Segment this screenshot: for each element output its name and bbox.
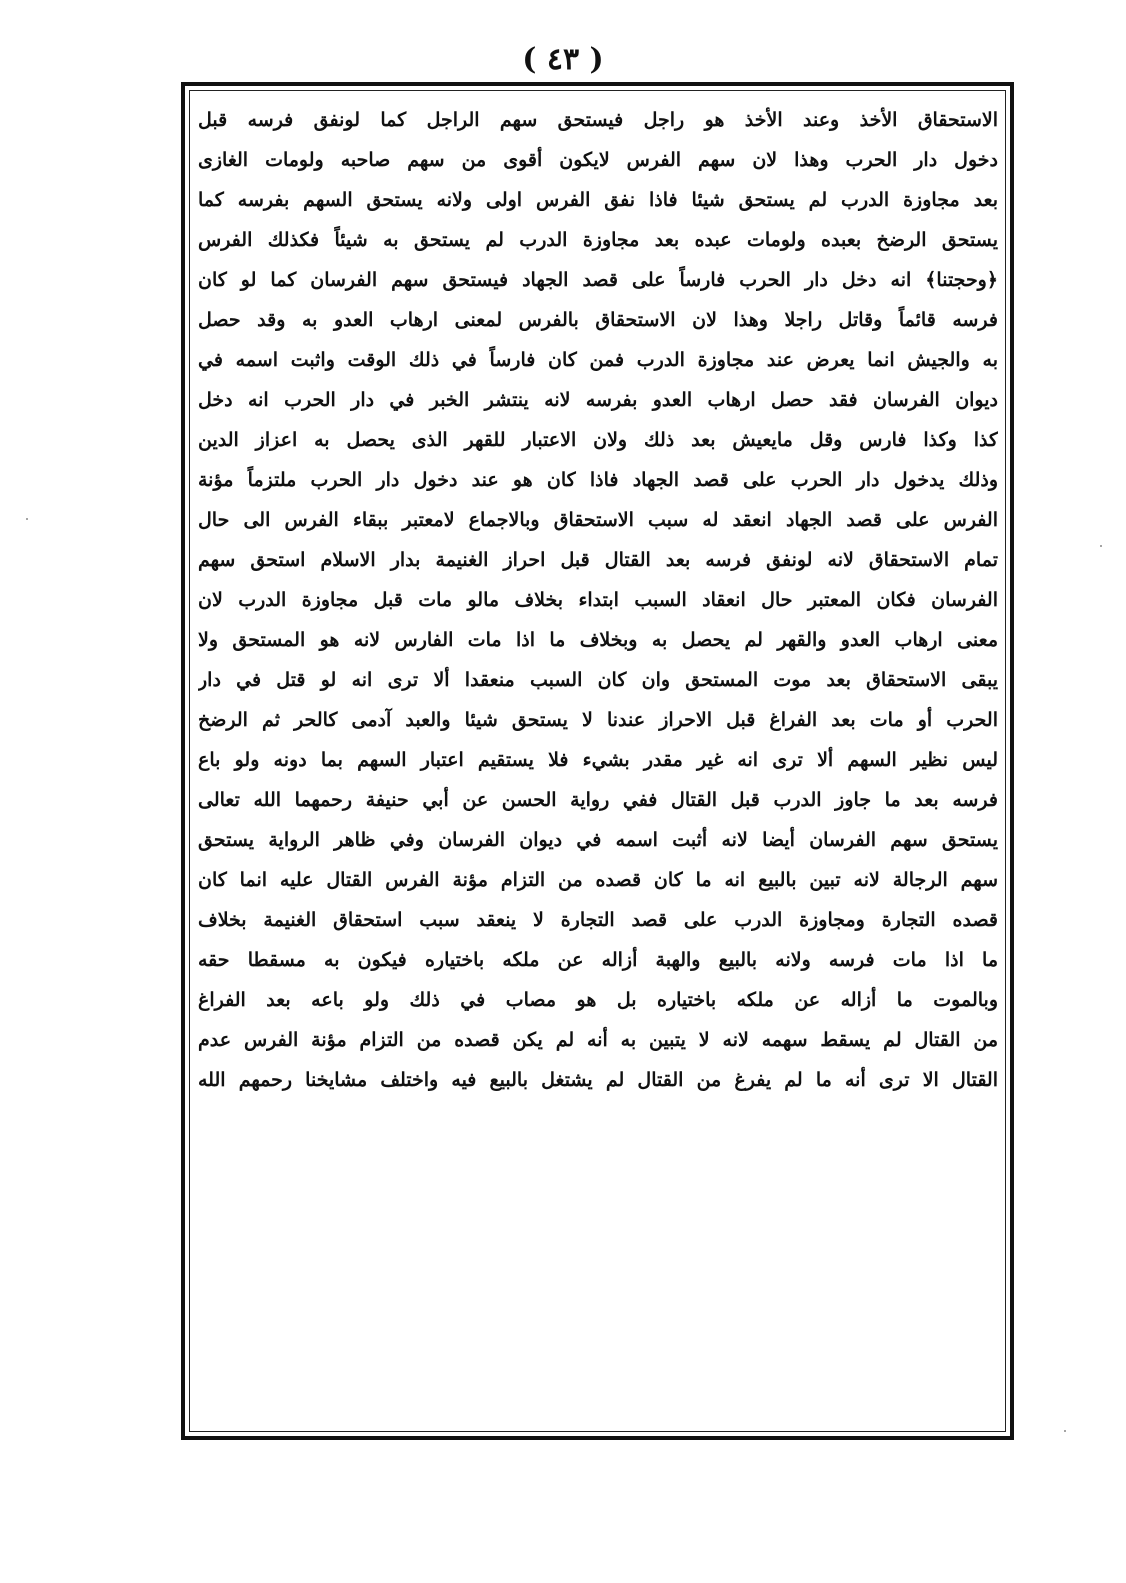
scan-speck [26,518,28,520]
text-line: قصده التجارة ومجاوزة الدرب على قصد التجارة لا ينعقد سبب استحقاق الغنيمة بخلاف [198,909,998,931]
text-line: يستحق الرضخ بعبده ولومات عبده بعد مجاوزة الدرب لم يستحق به شيئاً فكذلك الفرس [198,229,998,251]
text-line: الفرس على قصد الجهاد انعقد له سبب الاستحقاق وبالاجماع لامعتبر ببقاء الفرس الى حال [198,509,998,531]
text-line: ﴿وحجتنا﴾ انه دخل دار الحرب فارساً على قصد الجهاد فيستحق سهم الفرسان كما لو كان [198,269,998,291]
text-line: دخول دار الحرب وهذا لان سهم الفرس لايكون أقوى من سهم صاحبه ولومات الغازى [198,149,998,171]
text-line: من القتال لم يسقط سهمه لانه لا يتبين به أنه لم يكن قصده من التزام مؤنة الفرس عدم [198,1029,998,1051]
text-line: وذلك يدخول دار الحرب على قصد الجهاد فاذا كان هو عند دخول دار الحرب ملتزماً مؤنة [198,469,998,491]
text-line: به والجيش انما يعرض عند مجاوزة الدرب فمن كان فارساً في ذلك الوقت واثبت اسمه في [198,349,998,371]
text-line: ليس نظير السهم ألا ترى انه غير مقدر بشيء فلا يستقيم اعتبار السهم بما دونه ولو باع [198,749,998,771]
scan-speck [1064,1430,1066,1432]
text-line: يبقى الاستحقاق بعد موت المستحق وان كان السبب منعقدا ألا ترى انه لو قتل في دار [198,669,998,691]
text-line: كذا وكذا فارس وقل مايعيش بعد ذلك ولان الاعتبار للقهر الذى يحصل به اعزاز الدين [198,429,998,451]
text-line: فرسه قائماً وقاتل راجلا وهذا لان الاستحقاق بالفرس لمعنى ارهاب العدو به وقد حصل [198,309,998,331]
text-line: تمام الاستحقاق لانه لونفق فرسه بعد القتال قبل احراز الغنيمة بدار الاسلام استحق سهم [198,549,998,571]
text-line: يستحق سهم الفرسان أيضا لانه أثبت اسمه في ديوان الفرسان وفي ظاهر الرواية يستحق [198,829,998,851]
text-line: وبالموت ما أزاله عن ملكه باختياره بل هو مصاب في ذلك ولو باعه بعد الفراغ [198,989,998,1011]
body-text [198,100,998,1430]
text-line: معنى ارهاب العدو والقهر لم يحصل به وبخلاف ما اذا مات الفارس لانه هو المستحق ولا [198,629,998,651]
page-number: ( ٤٣ ) [522,42,604,77]
text-line: الفرسان فكان المعتبر حال انعقاد السبب ابتداء بخلاف مالو مات قبل مجاوزة الدرب لان [198,589,998,611]
text-line: سهم الرجالة لانه تبين بالبيع انه ما كان قصده من التزام مؤنة الفرس القتال عليه انما كان [198,869,998,891]
text-line: ما اذا مات فرسه ولانه بالبيع والهبة أزاله عن ملكه باختياره فيكون به مسقطا حقه [198,949,998,971]
text-line: الاستحقاق الأخذ وعند الأخذ هو راجل فيستحق سهم الراجل كما لونفق فرسه قبل [198,109,998,131]
text-line: فرسه بعد ما جاوز الدرب قبل القتال ففي رواية الحسن عن أبي حنيفة رحمهما الله تعالى [198,789,998,811]
text-line: بعد مجاوزة الدرب لم يستحق شيئا فاذا نفق الفرس اولى ولانه يستحق السهم بفرسه كما [198,189,998,211]
text-line: الحرب أو مات بعد الفراغ قبل الاحراز عندنا لا يستحق شيئا والعبد آدمى كالحر ثم الرضخ [198,709,998,731]
text-line: ديوان الفرسان فقد حصل ارهاب العدو بفرسه لانه ينتشر الخبر في دار الحرب انه دخل [198,389,998,411]
text-line: القتال الا ترى أنه ما لم يفرغ من القتال لم يشتغل بالبيع فيه واختلف مشايخنا رحمهم الله [198,1069,998,1091]
scan-speck [1100,545,1102,547]
